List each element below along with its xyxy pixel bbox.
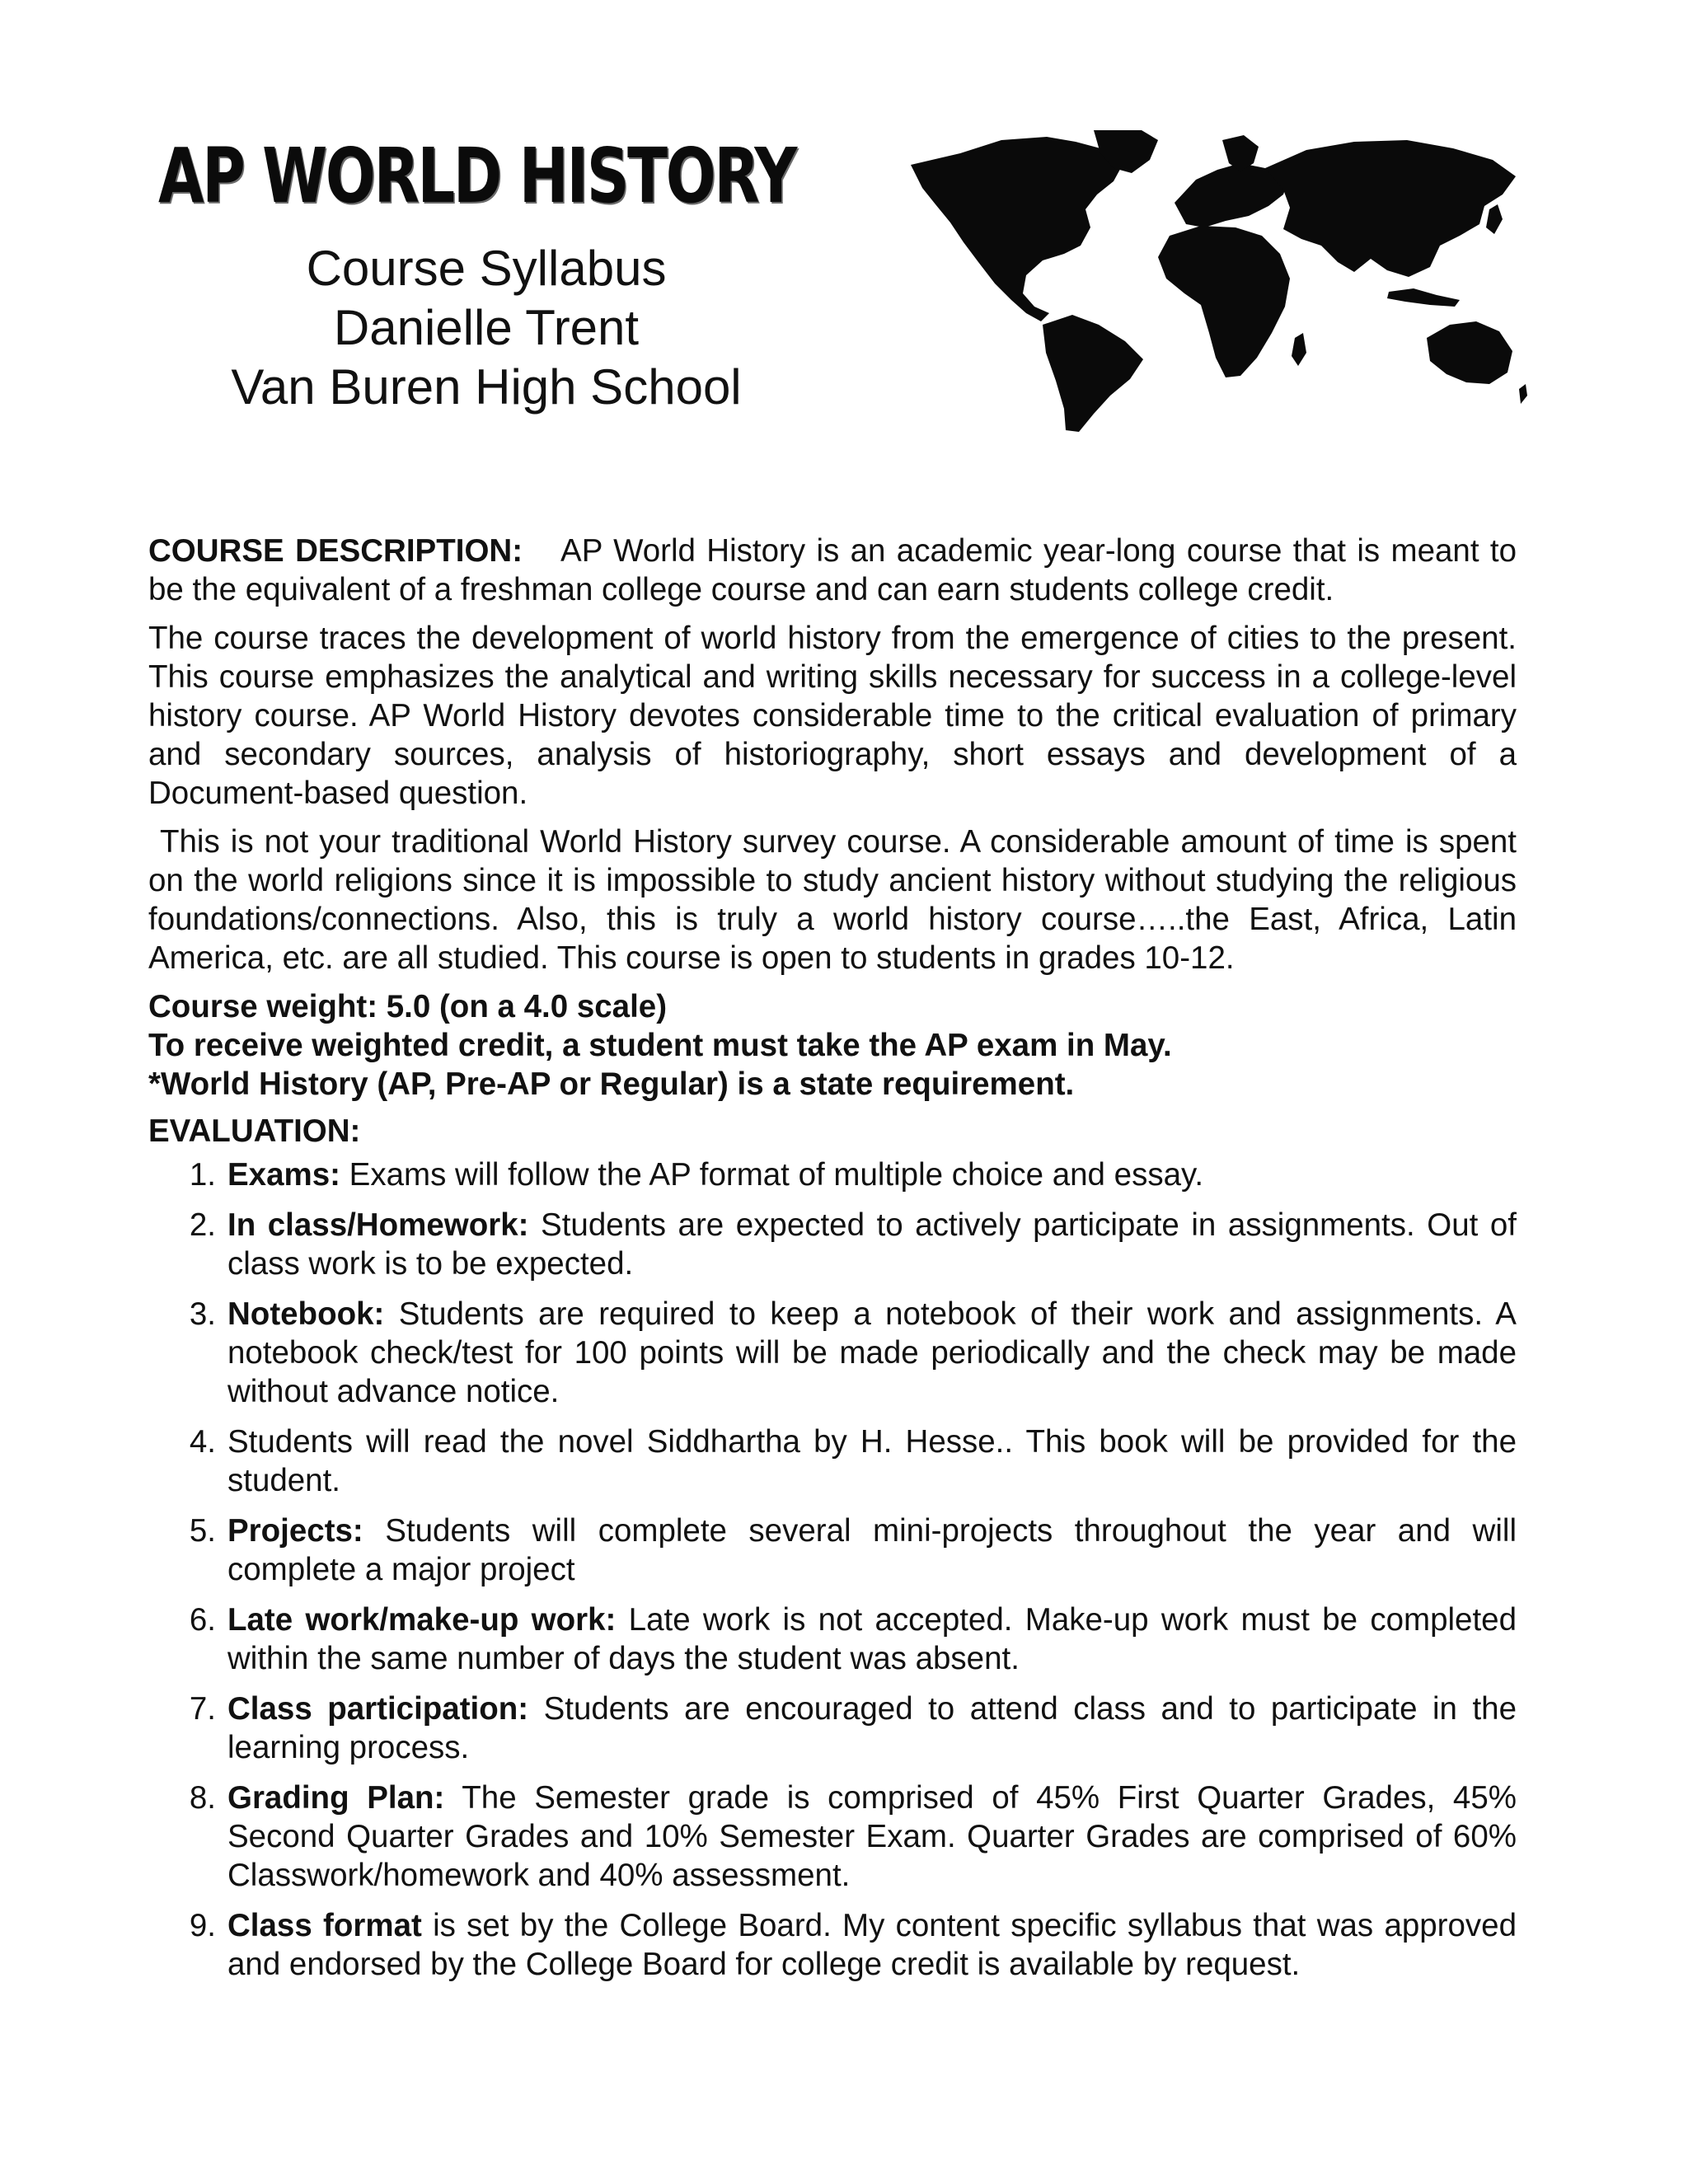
state-requirement-note: *World History (AP, Pre-AP or Regular) is a state requirement. <box>148 1066 1075 1102</box>
asia-shape <box>1265 140 1516 277</box>
list-item: 4. Students will read the novel Siddhartha by H. Hesse.. This book will be provided for the student. <box>189 1424 1517 1498</box>
list-item: 1. Exams: Exams will follow the AP format of multiple choice and essay. <box>189 1157 1204 1193</box>
course-weight: Course weight: 5.0 (on a 4.0 scale) <box>148 989 668 1024</box>
course-description-paragraph: This is not your traditional World History survey course. A considerable amount of time is spent on the world religions since it is impossible to study ancient history without studying the religious foundations/connections. Also, this is truly a world history course…..the East, Africa, Latin America, etc. are all studied. This course is open to students in grades 10-12. <box>148 824 1517 976</box>
list-item: 2. In class/Homework: Students are expected to actively participate in assignments. Out of class work is to be expected. <box>189 1207 1517 1282</box>
indonesia-shape <box>1387 288 1460 307</box>
course-description-intro: AP World History is an academic year-long course that is meant to be the equivalent of a freshman college course and can earn students college credit. <box>148 533 1517 607</box>
subtitle-school-name: Van Buren High School <box>231 359 742 415</box>
list-item: 8. Grading Plan: The Semester grade is comprised of 45% First Quarter Grades, 45% Second Quarter Grades and 10% Semester Exam. Quarter Grades are comprised of 60% Classwork/homework and 40% assessment. <box>189 1780 1517 1893</box>
course-description-paragraph: The course traces the development of world history from the emergence of cities to the present. This course emphasizes the analytical and writing skills necessary for success in a college-level history course. AP World History devotes considerable time to the critical evaluation of primary and secondary sources, analysis of historiography, short essays and development of a Document-based question. <box>148 621 1517 811</box>
syllabus-body <box>148 532 1517 1995</box>
new-zealand-shape <box>1519 384 1527 404</box>
north-america-shape <box>911 137 1123 321</box>
course-description <box>148 532 1517 609</box>
world-map-icon <box>903 130 1529 435</box>
madagascar-shape <box>1292 333 1306 366</box>
weighted-credit-note: To receive weighted credit, a student must take the AP exam in May. <box>148 1028 1172 1063</box>
south-america-shape <box>1043 315 1143 432</box>
africa-shape <box>1158 226 1290 377</box>
list-item: 5. Projects: Students will complete several mini-projects throughout the year and will complete a major project <box>189 1513 1517 1587</box>
list-item: 9. Class format is set by the College Board. My content specific syllabus that was approved and endorsed by the College Board for college credit is available by request. <box>189 1908 1517 1982</box>
list-item: 7. Class participation: Students are encouraged to attend class and to participate in the learning process. <box>189 1691 1517 1765</box>
page-title: AP WORLD HISTORY <box>158 132 796 220</box>
subtitle-teacher-name: Danielle Trent <box>333 300 640 355</box>
list-item: 6. Late work/make-up work: Late work is not accepted. Make-up work must be completed within the same number of days the student was absent. <box>189 1602 1517 1676</box>
course-requirements <box>148 987 1517 1104</box>
japan-shape <box>1486 204 1503 234</box>
list-item: 3. Notebook: Students are required to keep a notebook of their work and assignments. A notebook check/test for 100 points will be made periodically and the check may be made without advance notice. <box>189 1296 1517 1409</box>
subtitle-course-syllabus: Course Syllabus <box>306 241 667 296</box>
course-description-label: COURSE DESCRIPTION: <box>148 533 523 569</box>
evaluation-heading: EVALUATION: <box>148 1113 361 1149</box>
australia-shape <box>1427 321 1512 384</box>
evaluation-list <box>148 1155 1517 1984</box>
